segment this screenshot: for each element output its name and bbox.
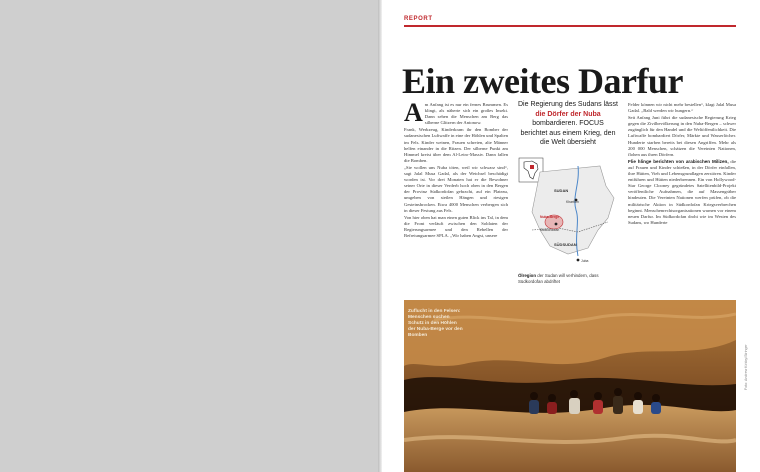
map-graphic — [518, 156, 618, 272]
photo-credit: Foto: Andrew Kirkby/Stringer — [744, 344, 748, 390]
paragraph-6: Seit Anfang Juni führt die sudanesische Regierung Krieg gegen die Zivilbevölkerung in den Nuba-Bergen – schwer zugänglich für den Handel und die Weltöffentlichkeit. Die Luftwaffe bombardiert Dörfer, Märkte und Wasserlöcher. Hunderte starben bereits bei diesen Angriffen. Mehr als 200 000 Menschen, schätzen die Vereinten Nationen, flohen aus ihren Dörfern. — [628, 115, 736, 157]
sudan-map — [518, 156, 618, 272]
map-label-sudan: SUDAN — [554, 188, 569, 193]
paragraph-3: „Sie wollen uns Nuba töten, weil wir schwarz sind“, sagt Jalal Musa Gadal, als der Weichsel beschädigt worden ist. Vor drei Monaten hat er die Bewohner seiner Orte in dieser Verderb hoch oben in den Bergen der Provinz Südkordofan gebracht, auf ein Plateau, umgeben von steilen Hängen und riesigen Gesteinsbrocken. Etwa 4000 Menschen verbergen sich in dieser Festung aus Fels. — [404, 164, 508, 213]
article-deck: Die Regierung des Sudans lässt die Dörfer der Nuba bombardieren. FOCUS berichtet aus einem Krieg, den die Welt übersieht — [518, 101, 619, 146]
africa-inset-marker — [530, 165, 534, 169]
map-caption: Ölregion der Sudan will verhindern, dass Südkordofan abdriftet — [518, 273, 599, 284]
dropcap: A — [404, 102, 423, 127]
map-label-nuba: Nuba-Berge — [540, 215, 560, 219]
map-label-juba: Juba — [581, 259, 589, 263]
section-label: REPORT — [404, 16, 433, 22]
sudan-shape — [532, 166, 614, 254]
map-label-kordofan: Südkordofan — [540, 228, 560, 232]
map-label-south-sudan: SÜDSUDAN — [554, 242, 577, 247]
map-label-khartum: Khartum — [566, 200, 579, 204]
paragraph-1: Am Anfang ist es nur ein fernes Brummen. Es klingt, als näherte sich ein großes Insekt. Dann sehen die Menschen am Berg das silberne Glitzern der Antonow. — [404, 102, 508, 127]
lead-in: Flie hlinge berichten von arabischen Milizen, — [628, 158, 729, 164]
right-page — [382, 0, 760, 472]
section-rule — [404, 25, 736, 27]
photo-caption: Zuflucht in den Felsen: Menschen suchen Schutz in den Höhlen der Nuba-Berge vor den Bomben — [408, 309, 463, 338]
paragraph-7: Flie hlinge berichten von arabischen Milizen, die auf Frauen und Kinder schießen, in der Dörfer einfallen, ihre Hütten, Vieh und Lebensgrundlagen zerstören. Kinder entführen und Hütten niederbrennen. Ein von Hollywood-Star George Clooney gegründetes Satellitenbild-Projekt veröffentliche Aufnahmen, die auf Massengräber hindeuten. Die Vereinten Nationen werfen prüfen, ob die militärische Aktion in Südkordofan Kriegsverbrechen beginnt. Menschenrechtsorganisationen warnen vor einem neuen Darfur. Im Südkordofan droht wie im Westen des Sudans, wo Hunderte — [628, 158, 736, 225]
article-column-1 — [404, 102, 508, 292]
paragraph-2: Frank, Werkzeug, Kinderkram ihr den Bomber der sudanesischen Luftwaffe in eine der Höhlen und Spalten im Fels. Kinder weinen, Frauen schreien, alte Männer helfen einander in die Ritzen. Der silberne Punkt am Himmel kreist über dem Al-Leiro-Massiv. Dann fallen die Bomben. — [404, 127, 508, 163]
left-page-blank — [0, 0, 378, 472]
article-headline: Ein zweites Darfur — [402, 61, 683, 101]
deck-highlight: die Dörfer der Nuba — [535, 110, 601, 118]
paragraph-5: Felder können wir nicht mehr bestellen“, klagt Jalal Musa Gadal. „Bald werden wir hungern.“ — [628, 102, 736, 114]
paragraph-4: Von hier oben hat man einen guten Blick ins Tal, in dem die Front verläuft zwischen den Soldaten der Regierungsarmee und den Rebellen der Befreiungsarmee SPLA. „Wir haben Angst, unsere — [404, 214, 508, 238]
city-dot-2 — [555, 223, 558, 226]
city-dot-3 — [577, 259, 580, 262]
article-column-3 — [628, 102, 736, 292]
